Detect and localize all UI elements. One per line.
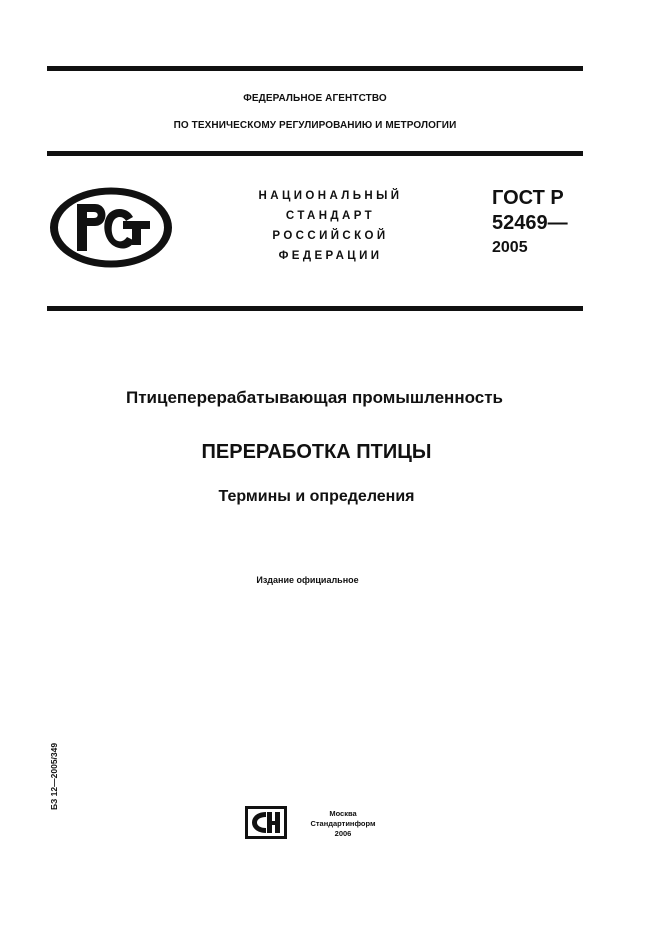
edition-label: Издание официальное — [256, 575, 359, 585]
document-title: ПЕРЕРАБОТКА ПТИЦЫ — [201, 441, 432, 463]
publisher-year: 2006 — [334, 829, 352, 838]
agency-line-2: ПО ТЕХНИЧЕСКОМУ РЕГУЛИРОВАНИЮ И МЕТРОЛОГИИ — [173, 120, 457, 131]
gost-number: 52469— — [492, 212, 568, 234]
standard-type-line-3: РОССИЙСКОЙ — [272, 230, 389, 242]
top-rule — [47, 66, 583, 71]
gost-prefix: ГОСТ Р — [492, 187, 564, 209]
document-subtitle: Термины и определения — [218, 488, 415, 505]
gost-year: 2005 — [492, 239, 528, 256]
standard-type-line-4: ФЕДЕРАЦИИ — [278, 250, 383, 262]
publisher-city: Москва — [329, 809, 357, 818]
industry-heading: Птицеперерабатывающая промышленность — [126, 388, 503, 407]
standard-type-line-1: НАЦИОНАЛЬНЫЙ — [258, 190, 403, 202]
designation-rule — [47, 306, 583, 311]
agency-line-1: ФЕДЕРАЛЬНОЕ АГЕНТСТВО — [243, 93, 387, 104]
standard-type-line-2: СТАНДАРТ — [285, 210, 376, 222]
side-code: БЗ 12—2005/349 — [49, 742, 59, 810]
publisher-name: Стандартинформ — [310, 819, 376, 828]
header-rule — [47, 151, 583, 156]
standartinform-logo-icon — [245, 806, 287, 839]
rst-logo-icon — [47, 185, 175, 270]
